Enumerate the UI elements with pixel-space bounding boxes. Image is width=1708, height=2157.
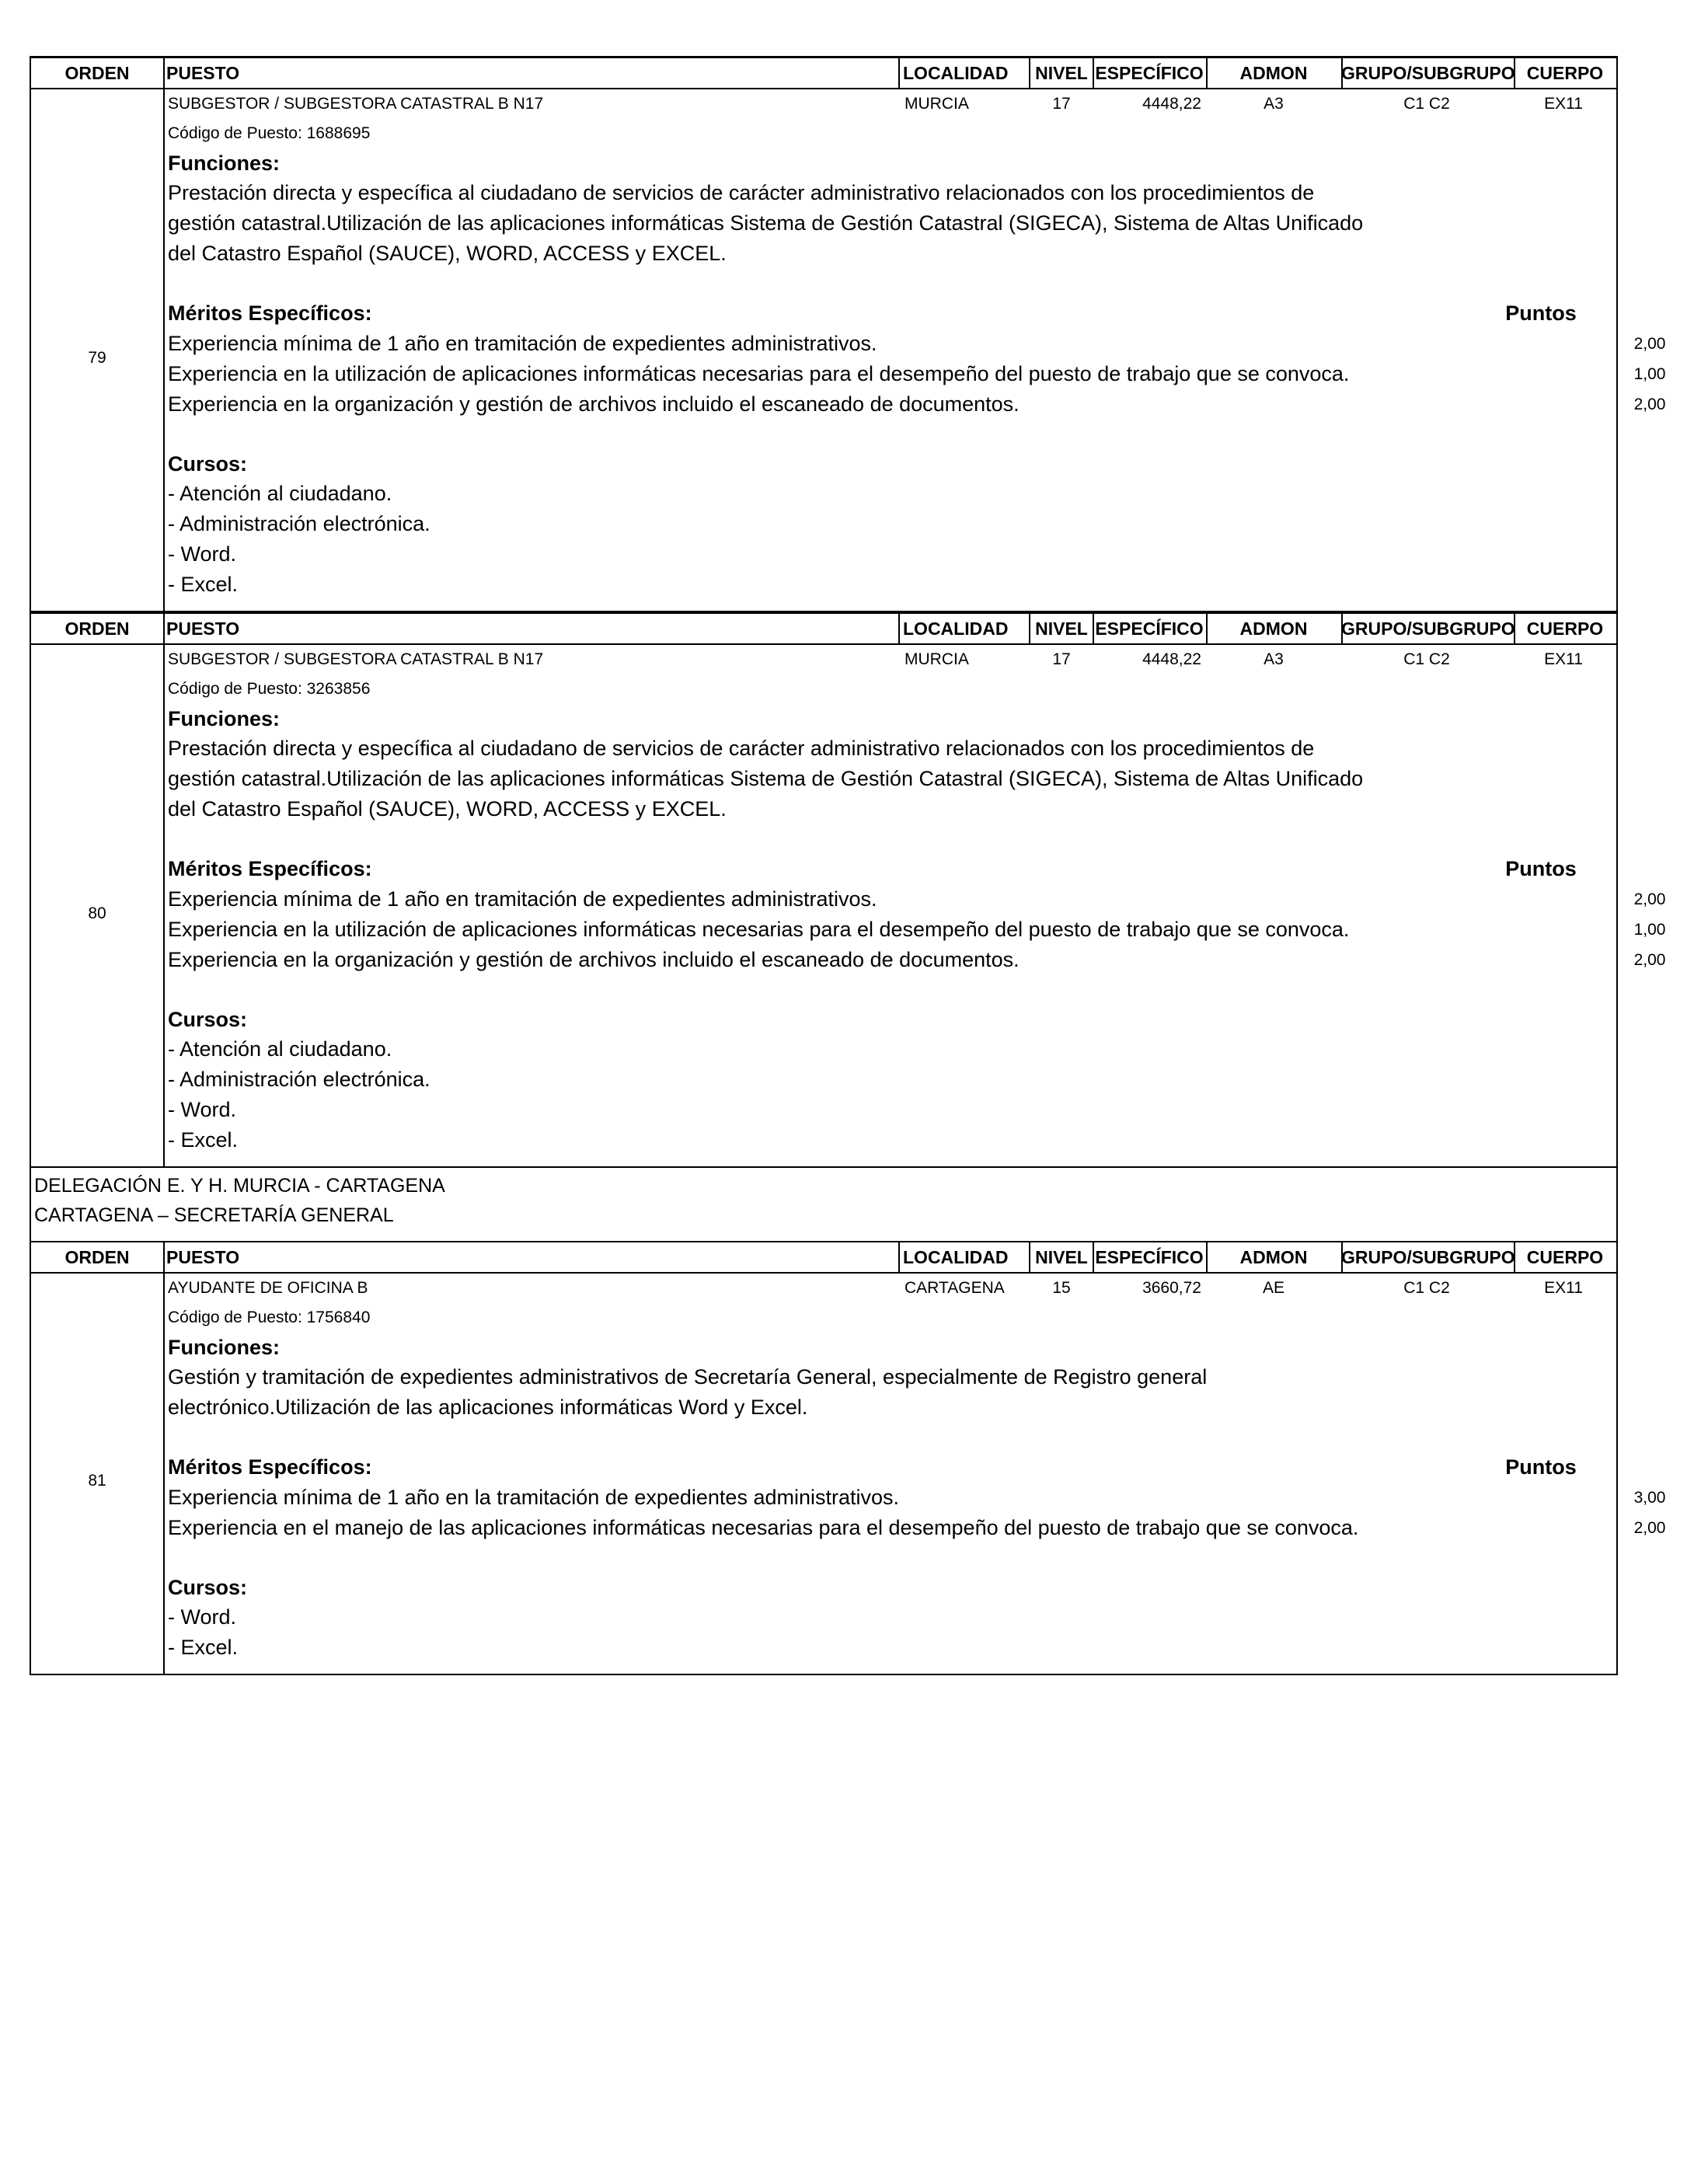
- meritos-heading: Méritos Específicos:: [168, 857, 372, 880]
- curso-item: - Excel.: [168, 1636, 239, 1659]
- meritos-heading-row: [168, 1452, 1616, 1483]
- curso-item: - Word.: [168, 1605, 237, 1629]
- funciones-line: Gestión y tramitación de expedientes administrativos de Secretaría General, especialmente de Registro general: [168, 1365, 1208, 1389]
- entry-summary-row: [168, 89, 1616, 119]
- entry-content: [165, 89, 1666, 611]
- table-header: [31, 1242, 1616, 1274]
- orden-number: 81: [88, 1472, 106, 1490]
- funciones-heading: Funciones:: [168, 707, 281, 730]
- delegacion-section: [30, 1168, 1618, 1242]
- merito-puntos: 2,00: [1633, 335, 1666, 353]
- job-entry: [30, 1242, 1666, 1675]
- merito-row: [168, 359, 1666, 389]
- especifico: 3660,72: [1142, 1279, 1201, 1297]
- header-localidad: LOCALIDAD: [900, 1242, 1030, 1272]
- merito-puntos: 1,00: [1633, 365, 1666, 383]
- admon: A3: [1264, 95, 1284, 113]
- funciones-line: Prestación directa y específica al ciudadano de servicios de carácter administrativo relacionados con los procedimientos de: [168, 737, 1315, 760]
- header-orden: ORDEN: [31, 614, 165, 643]
- funciones-line: gestión catastral.Utilización de las aplicaciones informáticas Sistema de Gestión Catastral (SIGECA), Sistema de Altas Unificado: [168, 211, 1364, 235]
- puntos-heading: Puntos: [1505, 301, 1577, 325]
- entry-body: [31, 645, 1666, 1166]
- entry-summary-row: [168, 1274, 1616, 1303]
- merito-text: Experiencia mínima de 1 año en la tramitación de expedientes administrativos.: [168, 1486, 900, 1509]
- nivel: 15: [1052, 1279, 1071, 1297]
- header-puesto: PUESTO: [163, 1242, 900, 1272]
- cursos-heading: Cursos:: [168, 452, 248, 476]
- especifico: 4448,22: [1142, 650, 1201, 668]
- cuerpo: EX11: [1544, 650, 1583, 668]
- header-orden: ORDEN: [31, 58, 165, 88]
- puntos-heading: Puntos: [1505, 857, 1577, 880]
- curso-item: - Administración electrónica.: [168, 512, 430, 535]
- merito-row: [168, 1513, 1666, 1543]
- admon: AE: [1262, 1279, 1284, 1297]
- meritos-heading-row: [168, 854, 1616, 884]
- merito-text: Experiencia mínima de 1 año en tramitación de expedientes administrativos.: [168, 887, 877, 911]
- puesto-name: AYUDANTE DE OFICINA B: [168, 1279, 368, 1297]
- merito-text: Experiencia en la utilización de aplicaciones informáticas necesarias para el desempeño del puesto de trabajo que se convoca.: [168, 362, 1350, 385]
- codigo-puesto: Código de Puesto: 1688695: [168, 124, 371, 142]
- merito-row: [168, 329, 1666, 359]
- entry-summary-row: [168, 645, 1616, 674]
- merito-puntos: 2,00: [1633, 890, 1666, 908]
- merito-row: [168, 389, 1666, 420]
- puntos-heading: Puntos: [1505, 1455, 1577, 1479]
- cursos-heading: Cursos:: [168, 1008, 248, 1031]
- entry-content: [165, 1274, 1666, 1674]
- merito-puntos: 3,00: [1633, 1489, 1666, 1507]
- merito-puntos: 2,00: [1633, 951, 1666, 969]
- funciones-line: electrónico.Utilización de las aplicaciones informáticas Word y Excel.: [168, 1396, 808, 1419]
- funciones-line: gestión catastral.Utilización de las aplicaciones informáticas Sistema de Gestión Catastral (SIGECA), Sistema de Altas Unificado: [168, 767, 1364, 790]
- grupo: C1 C2: [1403, 95, 1450, 113]
- meritos-heading: Méritos Específicos:: [168, 1455, 372, 1479]
- puesto-name: SUBGESTOR / SUBGESTORA CATASTRAL B N17: [168, 95, 544, 113]
- codigo-puesto: Código de Puesto: 1756840: [168, 1308, 371, 1326]
- nivel: 17: [1052, 95, 1071, 113]
- header-especifico: ESPECÍFICO: [1093, 614, 1208, 643]
- funciones-heading: Funciones:: [168, 152, 281, 175]
- funciones-heading: Funciones:: [168, 1336, 281, 1359]
- curso-item: - Word.: [168, 1098, 237, 1121]
- curso-item: - Word.: [168, 542, 237, 566]
- table-header: [31, 58, 1616, 89]
- meritos-heading-row: [168, 298, 1616, 329]
- curso-item: - Excel.: [168, 573, 239, 596]
- codigo-puesto: Código de Puesto: 3263856: [168, 680, 371, 698]
- header-grupo: GRUPO/SUBGRUPO: [1341, 58, 1515, 88]
- header-cuerpo: CUERPO: [1526, 63, 1604, 83]
- header-especifico: ESPECÍFICO: [1093, 58, 1208, 88]
- localidad: MURCIA: [905, 650, 969, 668]
- job-entry: [30, 612, 1666, 1168]
- grupo: C1 C2: [1403, 650, 1450, 668]
- job-entry: [30, 56, 1666, 612]
- merito-text: Experiencia en la organización y gestión de archivos incluido el escaneado de documentos.: [168, 948, 1020, 971]
- grupo: C1 C2: [1403, 1279, 1450, 1297]
- cuerpo: EX11: [1544, 1279, 1583, 1297]
- entry-body: [31, 1274, 1666, 1674]
- merito-puntos: 2,00: [1633, 396, 1666, 413]
- nivel: 17: [1052, 650, 1071, 668]
- merito-text: Experiencia mínima de 1 año en tramitación de expedientes administrativos.: [168, 332, 877, 355]
- table-header: [31, 614, 1616, 645]
- merito-row: [168, 915, 1666, 945]
- curso-item: - Excel.: [168, 1128, 239, 1152]
- header-admon: ADMON: [1206, 614, 1343, 643]
- merito-text: Experiencia en el manejo de las aplicaciones informáticas necesarias para el desempeño del puesto de trabajo que se convoca.: [168, 1516, 1359, 1539]
- merito-puntos: 2,00: [1633, 1519, 1666, 1537]
- curso-item: - Atención al ciudadano.: [168, 482, 392, 505]
- localidad: CARTAGENA: [905, 1279, 1005, 1297]
- entry-content: [165, 645, 1666, 1166]
- header-cuerpo: CUERPO: [1526, 619, 1604, 639]
- entry-body: [31, 89, 1666, 611]
- header-localidad: LOCALIDAD: [900, 614, 1030, 643]
- header-admon: ADMON: [1206, 1242, 1343, 1272]
- delegacion-line: DELEGACIÓN E. Y H. MURCIA - CARTAGENA: [34, 1175, 445, 1197]
- curso-item: - Administración electrónica.: [168, 1068, 430, 1091]
- merito-text: Experiencia en la organización y gestión de archivos incluido el escaneado de documentos.: [168, 392, 1020, 416]
- header-puesto: PUESTO: [163, 58, 900, 88]
- header-cuerpo: CUERPO: [1526, 1247, 1604, 1267]
- puesto-name: SUBGESTOR / SUBGESTORA CATASTRAL B N17: [168, 650, 544, 668]
- delegacion-line: CARTAGENA – SECRETARÍA GENERAL: [34, 1204, 394, 1226]
- header-admon: ADMON: [1206, 58, 1343, 88]
- cursos-heading: Cursos:: [168, 1576, 248, 1599]
- curso-item: - Atención al ciudadano.: [168, 1037, 392, 1061]
- localidad: MURCIA: [905, 95, 969, 113]
- document: [30, 56, 1666, 1675]
- merito-puntos: 1,00: [1633, 921, 1666, 939]
- funciones-line: del Catastro Español (SAUCE), WORD, ACCESS y EXCEL.: [168, 242, 727, 265]
- merito-row: [168, 884, 1666, 915]
- header-nivel: NIVEL: [1030, 58, 1094, 88]
- orden-number: 80: [88, 904, 106, 922]
- header-localidad: LOCALIDAD: [900, 58, 1030, 88]
- funciones-line: del Catastro Español (SAUCE), WORD, ACCESS y EXCEL.: [168, 797, 727, 821]
- header-orden: ORDEN: [31, 1242, 165, 1272]
- orden-number: 79: [88, 349, 106, 367]
- merito-row: [168, 945, 1666, 975]
- especifico: 4448,22: [1142, 95, 1201, 113]
- merito-text: Experiencia en la utilización de aplicaciones informáticas necesarias para el desempeño del puesto de trabajo que se convoca.: [168, 918, 1350, 941]
- header-grupo: GRUPO/SUBGRUPO: [1341, 1242, 1515, 1272]
- merito-row: [168, 1483, 1666, 1513]
- header-grupo: GRUPO/SUBGRUPO: [1341, 614, 1515, 643]
- header-nivel: NIVEL: [1030, 1242, 1094, 1272]
- cuerpo: EX11: [1544, 95, 1583, 113]
- header-especifico: ESPECÍFICO: [1093, 1242, 1208, 1272]
- header-nivel: NIVEL: [1030, 614, 1094, 643]
- funciones-line: Prestación directa y específica al ciudadano de servicios de carácter administrativo relacionados con los procedimientos de: [168, 181, 1315, 204]
- meritos-heading: Méritos Específicos:: [168, 301, 372, 325]
- admon: A3: [1264, 650, 1284, 668]
- header-puesto: PUESTO: [163, 614, 900, 643]
